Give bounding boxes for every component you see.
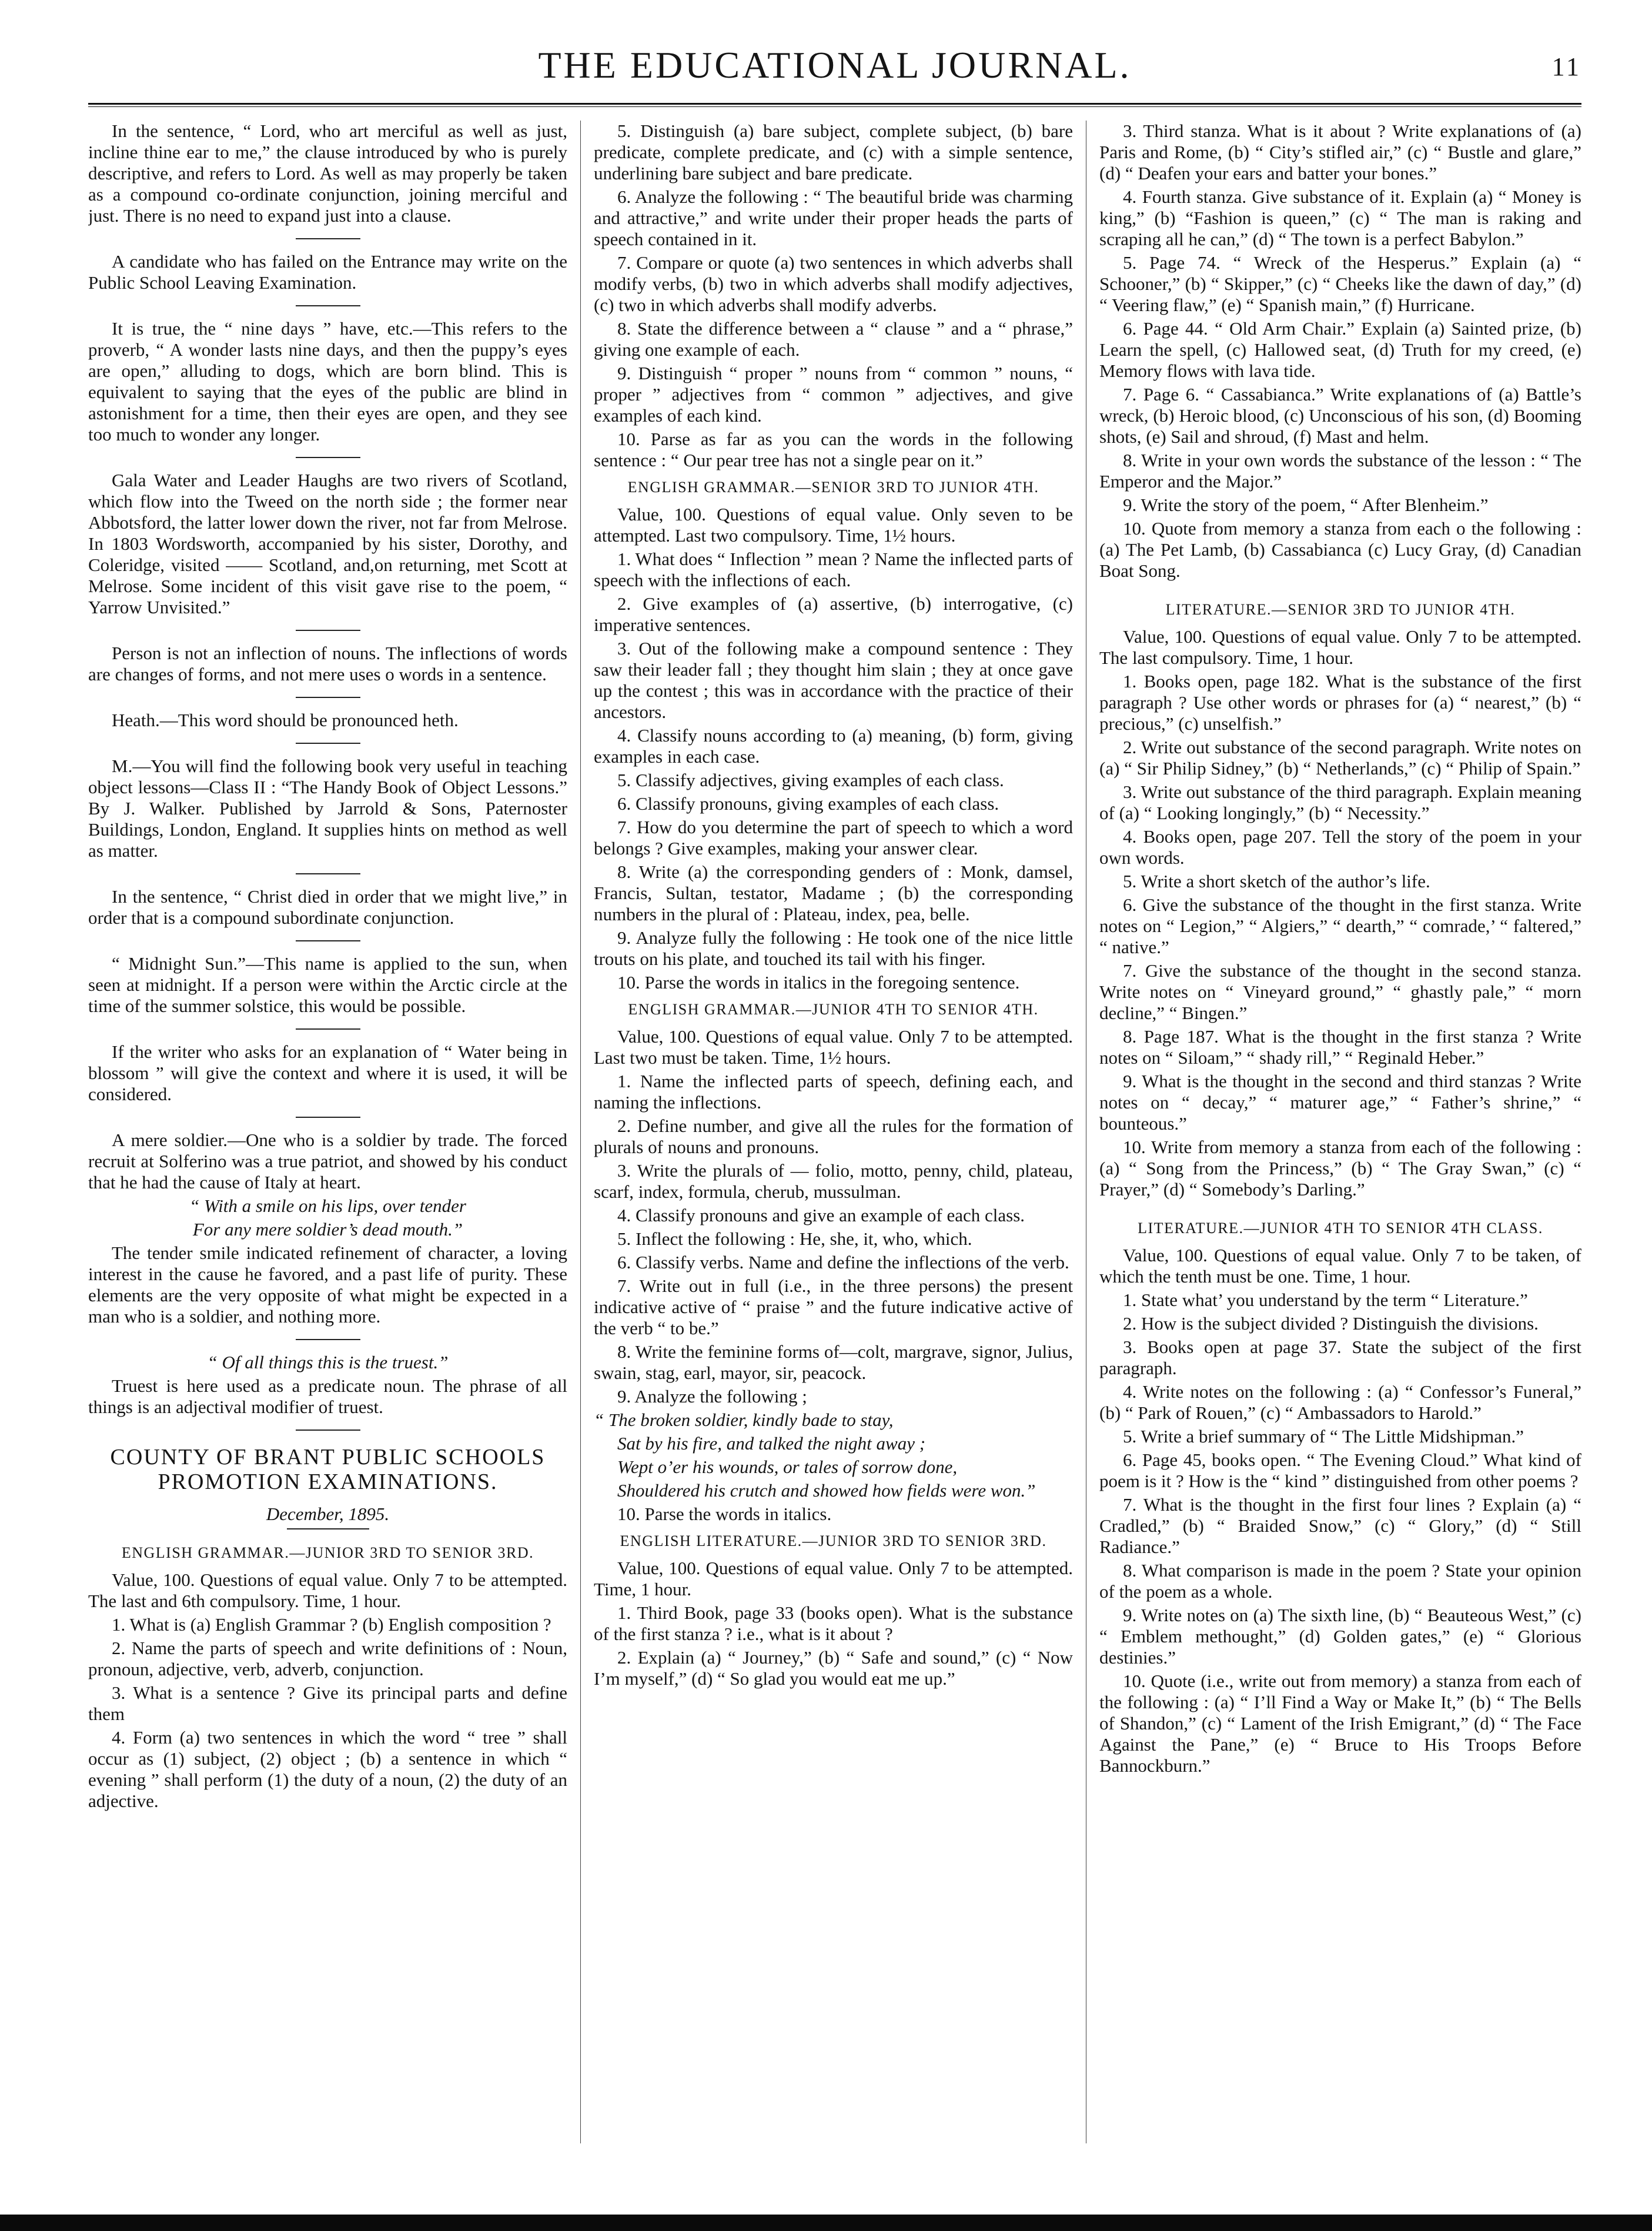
separator-rule: [296, 1339, 360, 1340]
column-2: [594, 121, 1073, 2179]
exam-question: 4. Fourth stanza. Give substance of it. Explain (a) “ Money is king,” (b) “Fashion is queen,” (c) “ The man is raking and scraping all he can,” (d) “ The town is a perfect Babylon.”: [1099, 186, 1581, 249]
paragraph: A candidate who has failed on the Entrance may write on the Public School Leaving Examination.: [88, 251, 567, 293]
exam-subheading: ENGLISH LITERATURE.—JUNIOR 3RD TO SENIOR 3RD.: [620, 1532, 1047, 1549]
exam-question: 10. Parse the words in italics.: [617, 1504, 832, 1524]
verse-line: “ Of all things this is the truest.”: [207, 1352, 449, 1372]
exam-question: 9. Write notes on (a) The sixth line, (b) “ Beauteous West,” (c) “ Emblem methought,” (d) Golden gates,” (e) “ Glorious destinies.”: [1099, 1605, 1581, 1668]
exam-question: 1. Name the inflected parts of speech, defining each, and naming the inflections.: [594, 1071, 1073, 1113]
separator-rule: [296, 940, 360, 941]
exam-question: 2. Define number, and give all the rules for the formation of plurals of nouns and pronouns.: [594, 1116, 1073, 1157]
exam-question: 5. Write a brief summary of “ The Little Midshipman.”: [1123, 1426, 1524, 1447]
paragraph: M.—You will find the following book very useful in teaching object lessons—Class II : “The Handy Book of Object Lessons.” By J. Walker. Published by Jarrold & Sons, Paternoster Buildings, London, England. It supplies hints on method as well as matter.: [88, 756, 567, 861]
verse-line: Shouldered his crutch and showed how fields were won.”: [617, 1480, 1036, 1501]
exam-question: 9. Analyze the following ;: [617, 1386, 807, 1407]
exam-question: 6. Page 45, books open. “ The Evening Cloud.” What kind of poem is it ? How is the “ kind ” distinguished from other poems ?: [1099, 1450, 1581, 1491]
separator-rule: [296, 873, 360, 874]
exam-question: 2. Write out substance of the second paragraph. Write notes on (a) “ Sir Philip Sidney,” (b) “ Netherlands,” (c) “ Philip of Spain.”: [1099, 737, 1581, 779]
exam-question: 8. Page 187. What is the thought in the first stanza ? Write notes on “ Siloam,” “ shady rill,” “ Reginald Heber.”: [1099, 1026, 1581, 1068]
column-divider: [580, 121, 581, 2143]
exam-subheading: ENGLISH GRAMMAR.—JUNIOR 3RD TO SENIOR 3RD.: [121, 1544, 534, 1561]
exam-question: 1. Books open, page 182. What is the substance of the first paragraph ? Use other words or phrases for (a) “ nearest,” (b) “ precious,” (c) unselfish.”: [1099, 671, 1581, 734]
verse-line: Wept o’er his wounds, or tales of sorrow done,: [617, 1457, 958, 1477]
journal-title: THE EDUCATIONAL JOURNAL.: [538, 44, 1132, 86]
exam-question: 2. Name the parts of speech and write definitions of : Noun, pronoun, adjective, verb, adverb, conjunction.: [88, 1638, 567, 1679]
exam-date: December, 1895.: [266, 1504, 390, 1524]
exam-question: Value, 100. Questions of equal value. Only 7 to be attempted. The last and 6th compulsory. Time, 1 hour.: [88, 1569, 567, 1611]
exam-question: 10. Write from memory a stanza from each of the following : (a) “ Song from the Princess,” (b) “ The Gray Swan,” (c) “ Prayer,” (d) “ Somebody’s Darling.”: [1099, 1137, 1581, 1200]
exam-question: 4. Books open, page 207. Tell the story of the poem in your own words.: [1099, 826, 1581, 868]
paragraph: “ Midnight Sun.”—This name is applied to the sun, when seen at midnight. If a person were within the Arctic circle at the time of the summer solstice, this would be possible.: [88, 953, 567, 1016]
exam-question: 4. Classify pronouns and give an example of each class.: [617, 1205, 1025, 1225]
paragraph: The tender smile indicated refinement of character, a loving interest in the cause he favored, and a past life of purity. These elements are the very opposite of what might be expected in a man who is a soldier, and nothing more.: [88, 1243, 567, 1327]
header-rule: [88, 103, 1581, 107]
exam-question: 7. Give the substance of the thought in the second stanza. Write notes on “ Vineyard ground,” “ ghastly pale,” “ morn decline,” “ Bingen.”: [1099, 960, 1581, 1023]
exam-question: 9. Write the story of the poem, “ After Blenheim.”: [1123, 495, 1489, 515]
separator-rule: [296, 1117, 360, 1118]
exam-question: 2. Explain (a) “ Journey,” (b) “ Safe and sound,” (c) “ Now I’m myself,” (d) “ So glad you would eat me up.”: [594, 1647, 1073, 1689]
exam-question: 7. Write out in full (i.e., in the three persons) the present indicative active of “ praise ” and the future indicative active of the verb “ to be.”: [594, 1275, 1073, 1338]
separator-rule: [296, 697, 360, 698]
verse-line: “ With a smile on his lips, over tender: [189, 1195, 466, 1216]
exam-question: 5. Page 74. “ Wreck of the Hesperus.” Explain (a) “ Schooner,” (b) “ Skipper,” (c) “ Cheeks like the dawn of day,” (d) “ Veering flaw,” (e) “ Spanish main,” (f) Hurricane.: [1099, 252, 1581, 315]
separator-rule: [296, 743, 360, 744]
separator-rule: [296, 305, 360, 306]
exam-question: 10. Quote from memory a stanza from each o the following : (a) The Pet Lamb, (b) Cassabianca (c) Lucy Gray, (d) Canadian Boat Song.: [1099, 518, 1581, 581]
separator-rule: [287, 1528, 369, 1529]
exam-question: 7. Page 6. “ Cassabianca.” Write explanations of (a) Battle’s wreck, (b) Heroic blood, (c) Unconscious of his son, (d) Booming shots, (e) Sail and shroud, (f) Mast and helm.: [1099, 384, 1581, 447]
exam-question: 8. Write (a) the corresponding genders of : Monk, damsel, Francis, Sultan, testator, Madame ; (b) the corresponding numbers in the plural of : Plateau, index, pea, belle.: [594, 861, 1073, 924]
exam-question: 4. Form (a) two sentences in which the word “ tree ” shall occur as (1) subject, (2) object ; (b) a sentence in which “ evening ” shall perform (1) the duty of a noun, (2) the duty of an adjective.: [88, 1727, 567, 1811]
exam-question: 5. Inflect the following : He, she, it, who, which.: [617, 1228, 972, 1249]
exam-question: 8. State the difference between a “ clause ” and a “ phrase,” giving one example of each.: [594, 318, 1073, 360]
verse-line: “ The broken soldier, kindly bade to stay,: [594, 1410, 894, 1430]
exam-subheading: ENGLISH GRAMMAR.—SENIOR 3RD TO JUNIOR 4TH.: [627, 479, 1039, 496]
separator-rule: [296, 1430, 360, 1431]
exam-question: Value, 100. Questions of equal value. Only 7 to be attempted. Last two must be taken. Time, 1½ hours.: [594, 1026, 1073, 1068]
exam-question: 3. What is a sentence ? Give its principal parts and define them: [88, 1682, 567, 1724]
exam-question: 7. Compare or quote (a) two sentences in which adverbs shall modify verbs, (b) two in which adverbs shall modify adjectives, (c) two in which adverbs shall modify adverbs.: [594, 252, 1073, 315]
exam-question: 6. Page 44. “ Old Arm Chair.” Explain (a) Sainted prize, (b) Learn the spell, (c) Hallowed seat, (d) Truth for my creed, (e) Memory flows with lava tide.: [1099, 318, 1581, 381]
exam-question: 3. Books open at page 37. State the subject of the first paragraph.: [1099, 1337, 1581, 1378]
section-heading: COUNTY OF BRANT PUBLIC SCHOOLS PROMOTION EXAMINATIONS.: [110, 1445, 546, 1494]
exam-question: 3. Third stanza. What is it about ? Write explanations of (a) Paris and Rome, (b) “ City’s stifled air,” (c) “ Bustle and glare,” (d) “ Deafen your ears and batter your bones.”: [1099, 121, 1581, 183]
exam-question: 8. Write the feminine forms of—colt, margrave, signor, Julius, swain, stag, earl, mayor, sir, peacock.: [594, 1341, 1073, 1383]
exam-question: 2. Give examples of (a) assertive, (b) interrogative, (c) imperative sentences.: [594, 593, 1073, 635]
exam-question: 7. What is the thought in the first four lines ? Explain (a) “ Cradled,” (b) “ Braided Snow,” (c) “ Glory,” (d) “ Still Radiance.”: [1099, 1494, 1581, 1557]
page-header: [88, 41, 1581, 106]
separator-rule: [296, 457, 360, 458]
column-1: [88, 121, 567, 2179]
exam-question: 2. How is the subject divided ? Distinguish the divisions.: [1123, 1313, 1539, 1334]
exam-question: 9. What is the thought in the second and third stanzas ? Write notes on “ decay,” “ maturer age,” “ Father’s shrine,” “ bounteous.”: [1099, 1071, 1581, 1134]
exam-question: 10. Parse the words in italics in the foregoing sentence.: [617, 972, 1020, 993]
exam-question: Value, 100. Questions of equal value. Only seven to be attempted. Last two compulsory. Time, 1½ hours.: [594, 504, 1073, 546]
exam-question: 1. Third Book, page 33 (books open). What is the substance of the first stanza ? i.e., what is it about ?: [594, 1602, 1073, 1644]
paragraph: Truest is here used as a predicate noun. The phrase of all things is an adjectival modifier of truest.: [88, 1375, 567, 1417]
exam-question: 4. Write notes on the following : (a) “ Confessor’s Funeral,” (b) “ Park of Rouen,” (c) “ Ambassadors to Harold.”: [1099, 1381, 1581, 1423]
paragraph: Person is not an inflection of nouns. The inflections of words are changes of forms, and not mere uses o words in a sentence.: [88, 643, 567, 684]
separator-rule: [296, 238, 360, 239]
exam-subheading: LITERATURE.—SENIOR 3RD TO JUNIOR 4TH.: [1165, 601, 1516, 618]
exam-question: 6. Analyze the following : “ The beautiful bride was charming and attractive,” and write under their proper heads the parts of speech contained in it.: [594, 186, 1073, 249]
paragraph: In the sentence, “ Lord, who art merciful as well as just, incline thine ear to me,” the clause introduced by who is purely descriptive, and refers to Lord. As well as may properly be taken as a compound co-ordinate conjunction, joining merciful and just. There is no need to expand just into a clause.: [88, 121, 567, 226]
exam-question: 3. Out of the following make a compound sentence : They saw their leader fall ; they thought him slain ; they at once gave up the contest ; this was in accordance with the practice of their ancestors.: [594, 638, 1073, 722]
exam-question: 10. Parse as far as you can the words in the following sentence : “ Our pear tree has not a single pear on it.”: [594, 429, 1073, 470]
paragraph: If the writer who asks for an explanation of “ Water being in blossom ” will give the context and where it is used, it will be considered.: [88, 1041, 567, 1104]
exam-subheading: LITERATURE.—JUNIOR 4TH TO SENIOR 4TH CLASS.: [1138, 1220, 1543, 1237]
exam-question: 3. Write out substance of the third paragraph. Explain meaning of (a) “ Looking longingly,” (b) “ Necessity.”: [1099, 781, 1581, 823]
exam-question: 3. Write the plurals of — folio, motto, penny, child, plateau, scarf, index, formula, cherub, mussulman.: [594, 1160, 1073, 1202]
paragraph: Gala Water and Leader Haughs are two rivers of Scotland, which flow into the Tweed on the north side ; the former near Abbotsford, the latter lower down the river, not far from Melrose. In 1803 Wordsworth, accompanied by his sister, Dorothy, and Coleridge, visited —— Scotland, and,on returning, met Scott at Melrose. Some incident of this visit gave rise to the poem, “ Yarrow Unvisited.”: [88, 470, 567, 617]
exam-question: 1. What does “ Inflection ” mean ? Name the inflected parts of speech with the inflections of each.: [594, 549, 1073, 590]
exam-question: 8. Write in your own words the substance of the lesson : “ The Emperor and the Major.”: [1099, 450, 1581, 492]
paragraph: It is true, the “ nine days ” have, etc.—This refers to the proverb, “ A wonder lasts nine days, and then the puppy’s eyes are open,” alluding to dogs, which are born blind. This is equivalent to saying that the eyes of the public are blind in astonishment for a time, then their eyes are open, and they see too much to wonder any longer.: [88, 318, 567, 445]
exam-question: Value, 100. Questions of equal value. Only 7 to be attempted. Time, 1 hour.: [594, 1558, 1073, 1599]
column-3: [1099, 121, 1581, 2179]
exam-question: 5. Write a short sketch of the author’s life.: [1123, 871, 1430, 891]
exam-question: 9. Distinguish “ proper ” nouns from “ common ” nouns, “ proper ” adjectives from “ common ” adjectives, and give examples of each kind.: [594, 363, 1073, 426]
exam-question: 1. State what’ you understand by the term “ Literature.”: [1123, 1290, 1528, 1310]
paragraph: Heath.—This word should be pronounced heth.: [112, 710, 459, 730]
exam-question: 10. Quote (i.e., write out from memory) a stanza from each of the following : (a) “ I’ll Find a Way or Make It,” (b) “ The Bells of Shandon,” (c) “ Lament of the Irish Emigrant,” (d) “ The Face Against the Pane,” (e) “ Bruce to His Troops Before Bannockburn.”: [1099, 1671, 1581, 1776]
verse-line: For any mere soldier’s dead mouth.”: [192, 1219, 463, 1240]
exam-question: 5. Distinguish (a) bare subject, complete subject, (b) bare predicate, complete predicate, and (c) with a simple sentence, underlining bare subject and bare predicate.: [594, 121, 1073, 183]
separator-rule: [296, 1028, 360, 1030]
paragraph: A mere soldier.—One who is a soldier by trade. The forced recruit at Solferino was a true patriot, and showed by his conduct that he had the cause of Italy at heart.: [88, 1130, 567, 1193]
exam-question: 4. Classify nouns according to (a) meaning, (b) form, giving examples in each case.: [594, 725, 1073, 767]
exam-question: 5. Classify adjectives, giving examples of each class.: [617, 770, 1004, 790]
paragraph: In the sentence, “ Christ died in order that we might live,” in order that is a compound subordinate conjunction.: [88, 886, 567, 928]
page-number: 11: [1551, 52, 1581, 81]
exam-question: 6. Give the substance of the thought in the first stanza. Write notes on “ Legion,” “ Algiers,” “ dearth,” “ comrade,’ “ faltered,” “ native.”: [1099, 894, 1581, 957]
exam-question: 1. What is (a) English Grammar ? (b) English composition ?: [112, 1614, 551, 1635]
exam-question: 9. Analyze fully the following : He took one of the nice little trouts on his plate, and touched its tail with his finger.: [594, 927, 1073, 969]
exam-question: Value, 100. Questions of equal value. Only 7 to be taken, of which the tenth must be one. Time, 1 hour.: [1099, 1245, 1581, 1287]
verse-line: Sat by his fire, and talked the night away ;: [617, 1433, 926, 1454]
exam-subheading: ENGLISH GRAMMAR.—JUNIOR 4TH TO SENIOR 4TH.: [628, 1001, 1039, 1018]
exam-question: 8. What comparison is made in the poem ? State your opinion of the poem as a whole.: [1099, 1560, 1581, 1602]
separator-rule: [296, 630, 360, 631]
exam-question: 6. Classify pronouns, giving examples of each class.: [617, 793, 999, 814]
page-bottom-edge: [0, 2215, 1652, 2231]
exam-question: Value, 100. Questions of equal value. Only 7 to be attempted. The last compulsory. Time, 1 hour.: [1099, 626, 1581, 668]
exam-question: 7. How do you determine the part of speech to which a word belongs ? Give examples, making your answer clear.: [594, 817, 1073, 859]
exam-question: 6. Classify verbs. Name and define the inflections of the verb.: [617, 1252, 1069, 1273]
